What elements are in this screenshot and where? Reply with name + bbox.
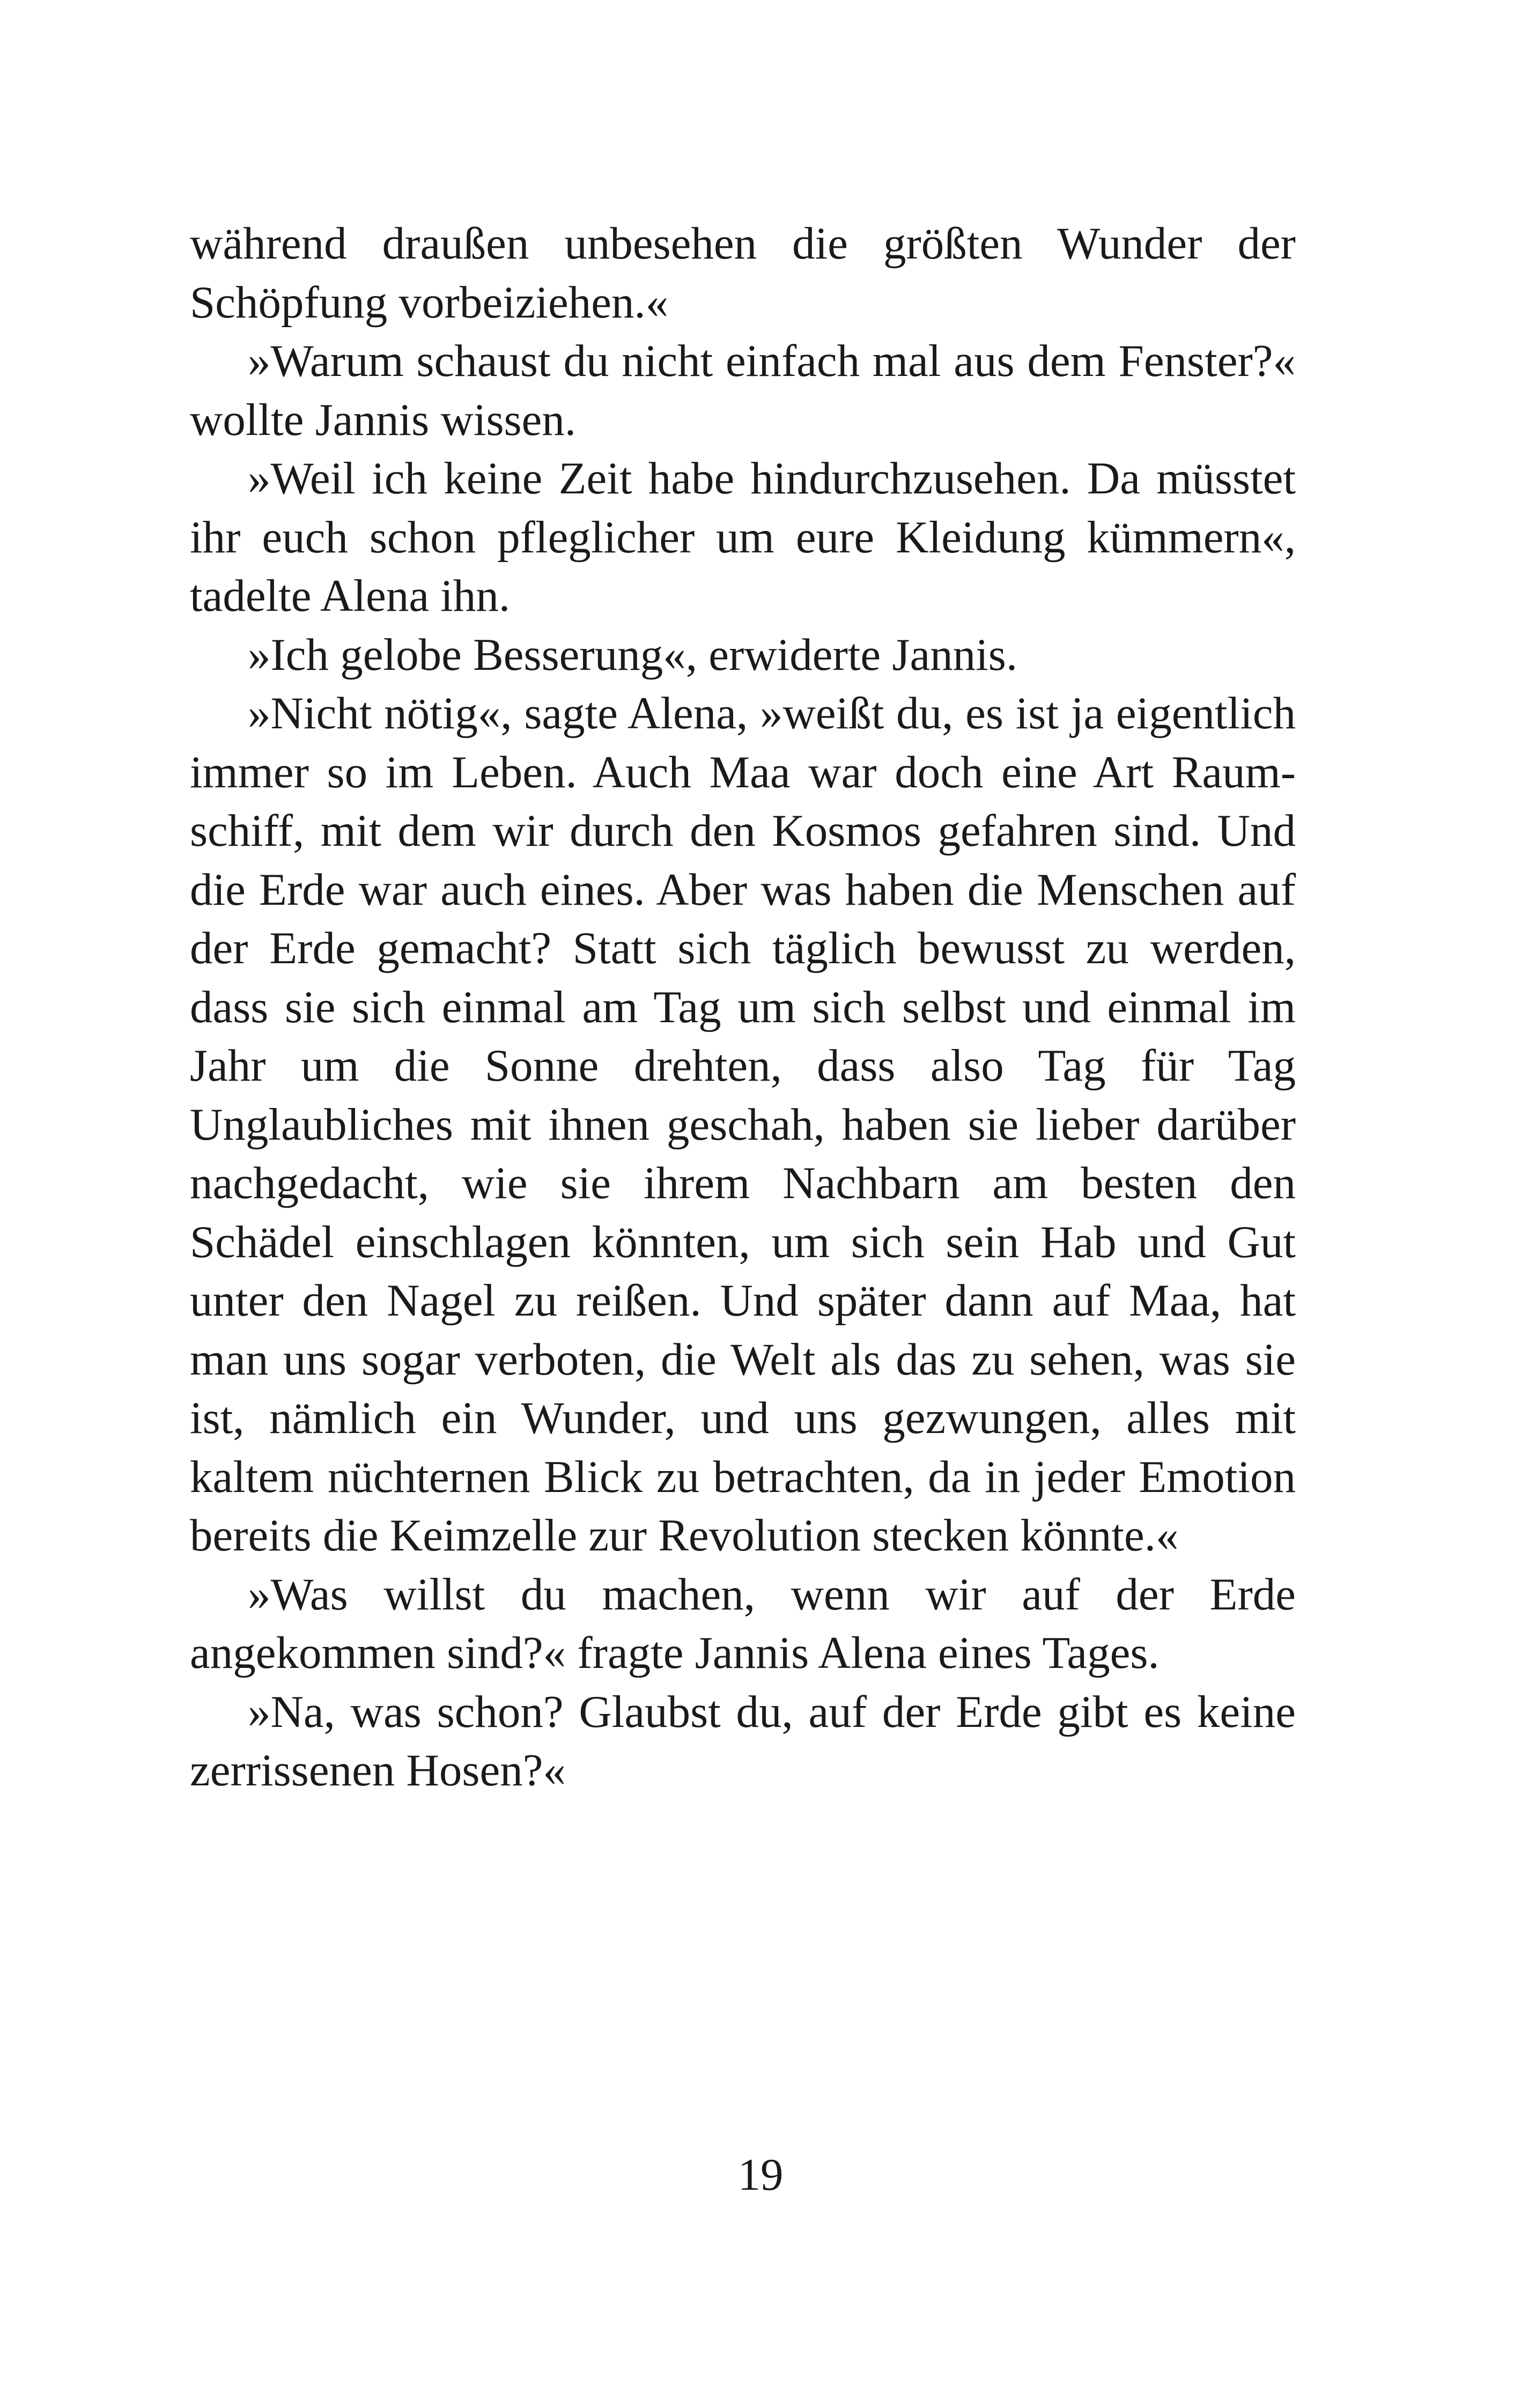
paragraph-7: »Na, was schon? Glaubst du, auf der Erde gibt es keine zerrissenen Hosen?« [190, 1686, 1296, 1796]
paragraph-5: »Nicht nötig«, sagte Alena, »weißt du, es ist ja eigentlich immer so im Leben. Auch Maa war doch eine Art Raumschiff, mit dem wir durch den Kosmos gefahren sind. Und die Erde war auch eines. Aber was haben die Menschen auf der Erde gemacht? Statt sich täglich bewusst zu werden, dass sie sich einmal am Tag um sich selbst und einmal im Jahr um die Sonne drehten, dass also Tag für Tag Unglaubliches mit ihnen geschah, haben sie lieber darüber nachgedacht, wie sie ihrem Nachbarn am besten den Schädel einschlagen könnten, um sich sein Hab und Gut unter den Nagel zu reißen. Und später dann auf Maa, hat man uns sogar verboten, die Welt als das zu sehen, was sie ist, nämlich ein Wunder, und uns gezwungen, alles mit kaltem nüchternen Blick zu betrachten, da in jeder Emotion bereits die Keimzelle zur Revolution stecken könnte.« [190, 688, 1296, 1561]
body-text [190, 215, 1296, 1800]
paragraph-4: »Ich gelobe Besserung«, erwiderte Jannis. [248, 629, 1018, 680]
page-number: 19 [737, 2150, 784, 2200]
paragraph-1: während draußen unbesehen die größten Wunder der Schöpfung vorbeiziehen.« [190, 218, 1296, 328]
paragraph-2: »Warum schaust du nicht einfach mal aus dem Fenster?« wollte Jannis wissen. [190, 336, 1296, 445]
paragraph-3: »Weil ich keine Zeit habe hindurchzusehen. Da müsstet ihr euch schon pfleglicher um eure Kleidung kümmern«, tadelte Alena ihn. [190, 453, 1296, 621]
paragraph-6: »Was willst du machen, wenn wir auf der Erde angekommen sind?« fragte Jannis Alena eines Tages. [190, 1569, 1296, 1678]
